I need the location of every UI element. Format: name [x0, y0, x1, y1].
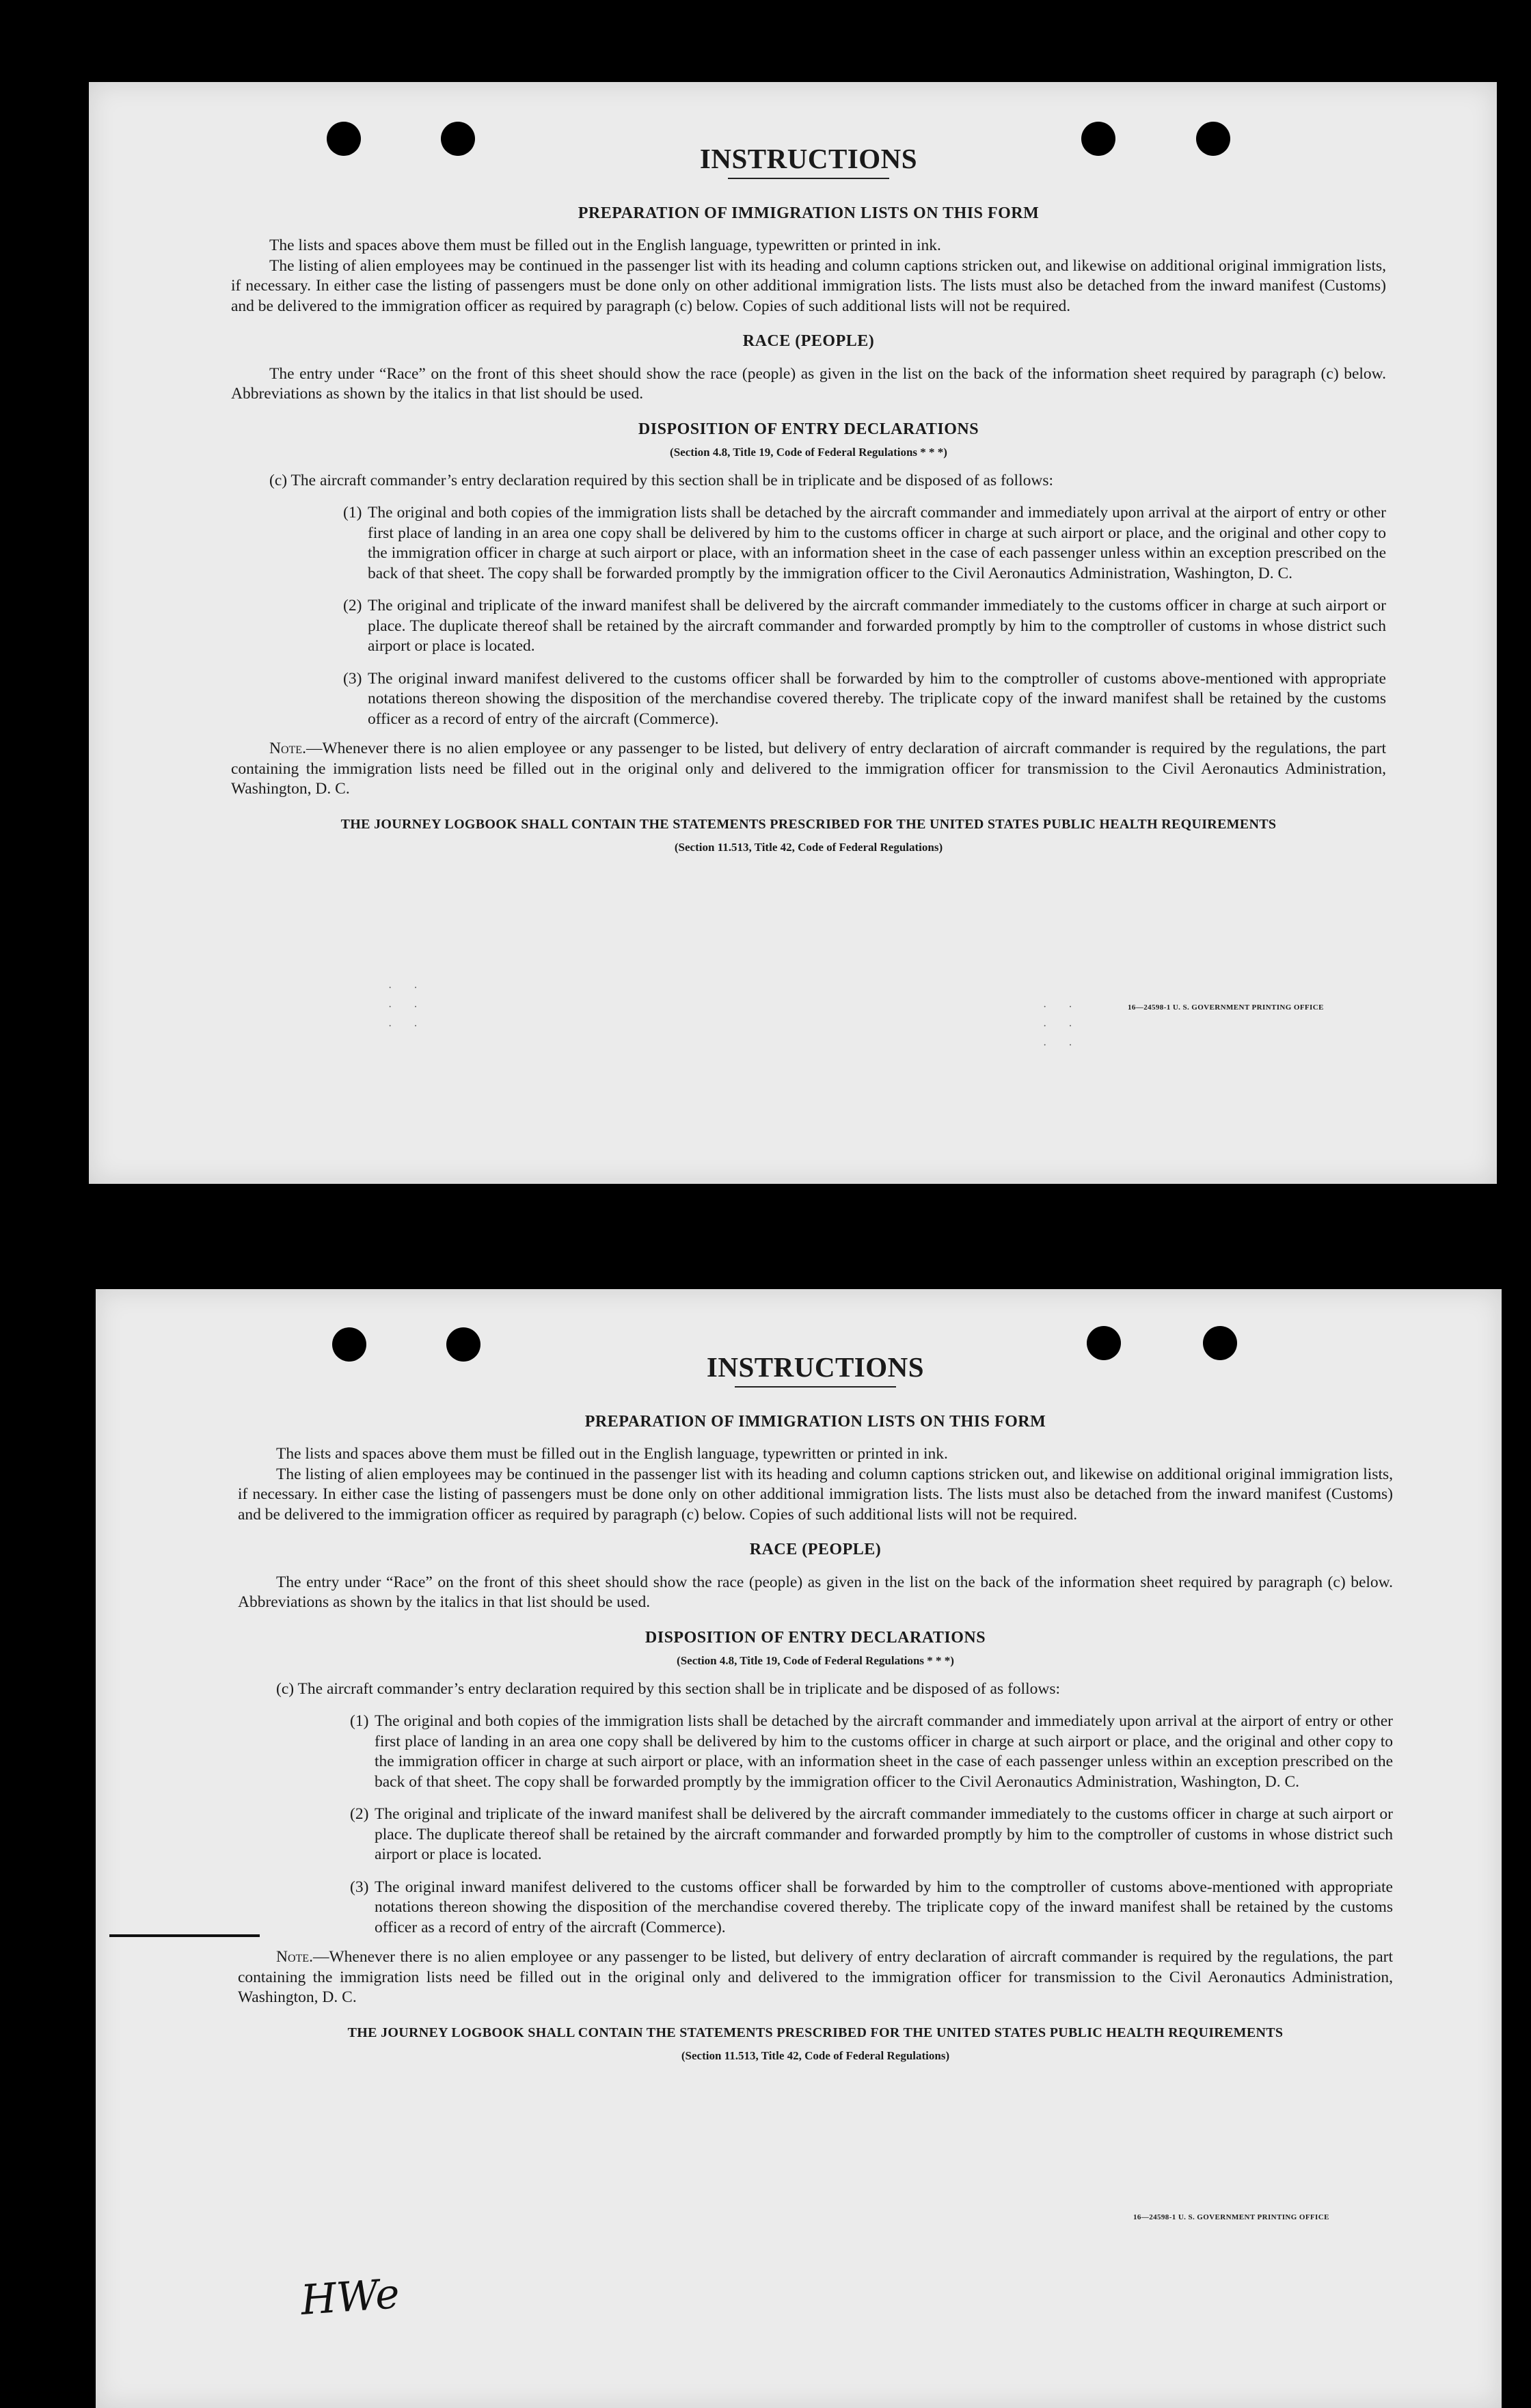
page-title: INSTRUCTIONS — [706, 1351, 925, 1383]
punch-hole — [332, 1327, 366, 1362]
title-rule — [735, 1386, 896, 1388]
paragraph-race: The entry under “Race” on the front of this sheet should show the race (people) as given in the list on the back of the information sheet required by paragraph (c) below. Abbreviations as shown by the italics in that list should be used. — [231, 364, 1386, 403]
paragraph-preparation-1: The lists and spaces above them must be filled out in the English language, typewritten or printed in ink. — [276, 1445, 948, 1463]
instructions-content — [238, 1351, 1393, 2066]
list-item: (1) The original and both copies of the immigration lists shall be detached by the aircraft commander and immediately upon arrival at the airport of entry or other first place of landing in an area one copy shall be delivered by him to the customs officer in charge at such airport or place, and the original and other copy to the immigration officer in charge at such airport or place, with an information sheet in the case of each passenger unless within an exception prescribed on the back of that sheet. The copy shall be forwarded promptly by the immigration officer to the Civil Aeronautics Administration, Washington, D. C. — [350, 1712, 1393, 1791]
logbook-citation: (Section 11.513, Title 42, Code of Federal Regulations) — [681, 2049, 950, 2062]
section-heading-race: RACE (PEOPLE) — [742, 332, 875, 350]
perforation-dots: · · · · · · — [388, 982, 427, 1032]
paragraph-preparation-2: The listing of alien employees may be continued in the passenger list with its heading and column captions stricken out, and likewise on additional original immigration lists, if necessary. In either case the listing of passengers must be done only on other additional immigration lists. The lists must also be detached from the inward manifest (Customs) and be delivered to the immigration officer as required by paragraph (c) below. Copies of such additional lists will not be required. — [231, 256, 1386, 315]
punch-hole — [1087, 1326, 1121, 1360]
paragraph-preparation-1: The lists and spaces above them must be filled out in the English language, typewritten or printed in ink. — [269, 236, 941, 254]
paragraph-race: The entry under “Race” on the front of this sheet should show the race (people) as given in the list on the back of the information sheet required by paragraph (c) below. Abbreviations as shown by the italics in that list should be used. — [238, 1573, 1393, 1611]
punch-hole — [446, 1327, 480, 1362]
note-paragraph: Note.—Whenever there is no alien employee or any passenger to be listed, but delivery of entry declaration of aircraft commander is required by the regulations, the part containing the immigration lists need be filled out in the original only and delivered to the immigration officer for transmission to the Civil Aeronautics Administration, Washington, D. C. — [238, 1948, 1393, 2006]
instruction-sheet-bottom — [96, 1289, 1502, 2408]
section-citation: (Section 4.8, Title 19, Code of Federal Regulations * * *) — [670, 446, 947, 459]
paragraph-c: (c) The aircraft commander’s entry declaration required by this section shall be in triplicate and be disposed of as follows: — [269, 471, 1053, 489]
paragraph-c: (c) The aircraft commander’s entry declaration required by this section shall be in triplicate and be disposed of as follows: — [276, 1679, 1060, 1698]
page-title: INSTRUCTIONS — [699, 143, 918, 174]
punch-hole — [1203, 1326, 1237, 1360]
logbook-citation: (Section 11.513, Title 42, Code of Federal Regulations) — [674, 841, 943, 854]
note-paragraph: Note.—Whenever there is no alien employee or any passenger to be listed, but delivery of entry declaration of aircraft commander is required by the regulations, the part containing the immigration lists need be filled out in the original only and delivered to the immigration officer for transmission to the Civil Aeronautics Administration, Washington, D. C. — [231, 740, 1386, 798]
logbook-statement: THE JOURNEY LOGBOOK SHALL CONTAIN THE STATEMENTS PRESCRIBED FOR THE UNITED STATES PUBLIC HEALTH REQUIREMENTS — [340, 816, 1277, 832]
handwritten-signature: HWe — [299, 2270, 401, 2325]
list-item: (3) The original inward manifest delivered to the customs officer shall be forwarded by him to the comptroller of customs above-mentioned with appropriate notations thereon showing the disposition of the merchandise covered thereby. The triplicate copy of the inward manifest shall be retained by the customs officer as a record of entry of the aircraft (Commerce). — [343, 669, 1386, 728]
instruction-sheet-top — [89, 82, 1497, 1184]
section-citation: (Section 4.8, Title 19, Code of Federal Regulations * * *) — [677, 1654, 954, 1667]
section-heading-preparation: PREPARATION OF IMMIGRATION LISTS ON THIS FORM — [578, 204, 1040, 222]
section-heading-disposition: DISPOSITION OF ENTRY DECLARATIONS — [638, 420, 979, 438]
section-heading-disposition: DISPOSITION OF ENTRY DECLARATIONS — [645, 1628, 986, 1647]
instructions-content — [231, 143, 1386, 858]
printing-office-imprint: 16—24598-1 U. S. GOVERNMENT PRINTING OFFICE — [1128, 1003, 1324, 1012]
section-heading-race: RACE (PEOPLE) — [749, 1541, 882, 1558]
list-item: (1) The original and both copies of the immigration lists shall be detached by the aircraft commander and immediately upon arrival at the airport of entry or other first place of landing in an area one copy shall be delivered by him to the customs officer in charge at such airport or place, and the original and other copy to the immigration officer in charge at such airport or place, with an information sheet in the case of each passenger unless within an exception prescribed on the back of that sheet. The copy shall be forwarded promptly by the immigration officer to the Civil Aeronautics Administration, Washington, D. C. — [343, 504, 1386, 582]
strike-mark — [109, 1934, 260, 1937]
list-item: (2) The original and triplicate of the inward manifest shall be delivered by the aircraft commander immediately to the customs officer in charge at such airport or place. The duplicate thereof shall be retained by the aircraft commander and forwarded promptly by him to the comptroller of customs in whose district such airport or place is located. — [350, 1805, 1393, 1863]
logbook-statement: THE JOURNEY LOGBOOK SHALL CONTAIN THE STATEMENTS PRESCRIBED FOR THE UNITED STATES PUBLIC HEALTH REQUIREMENTS — [347, 2025, 1284, 2040]
section-heading-preparation: PREPARATION OF IMMIGRATION LISTS ON THIS FORM — [584, 1412, 1046, 1431]
perforation-dots: · · · · · · — [1043, 1001, 1082, 1051]
title-rule — [728, 178, 889, 179]
printing-office-imprint: 16—24598-1 U. S. GOVERNMENT PRINTING OFFICE — [1133, 2213, 1329, 2221]
paragraph-preparation-2: The listing of alien employees may be continued in the passenger list with its heading and column captions stricken out, and likewise on additional original immigration lists, if necessary. In either case the listing of passengers must be done only on other additional immigration lists. The lists must also be detached from the inward manifest (Customs) and be delivered to the immigration officer as required by paragraph (c) below. Copies of such additional lists will not be required. — [238, 1465, 1393, 1524]
list-item: (3) The original inward manifest delivered to the customs officer shall be forwarded by him to the comptroller of customs above-mentioned with appropriate notations thereon showing the disposition of the merchandise covered thereby. The triplicate copy of the inward manifest shall be retained by the customs officer as a record of entry of the aircraft (Commerce). — [350, 1878, 1393, 1936]
list-item: (2) The original and triplicate of the inward manifest shall be delivered by the aircraft commander immediately to the customs officer in charge at such airport or place. The duplicate thereof shall be retained by the aircraft commander and forwarded promptly by him to the comptroller of customs in whose district such airport or place is located. — [343, 597, 1386, 655]
